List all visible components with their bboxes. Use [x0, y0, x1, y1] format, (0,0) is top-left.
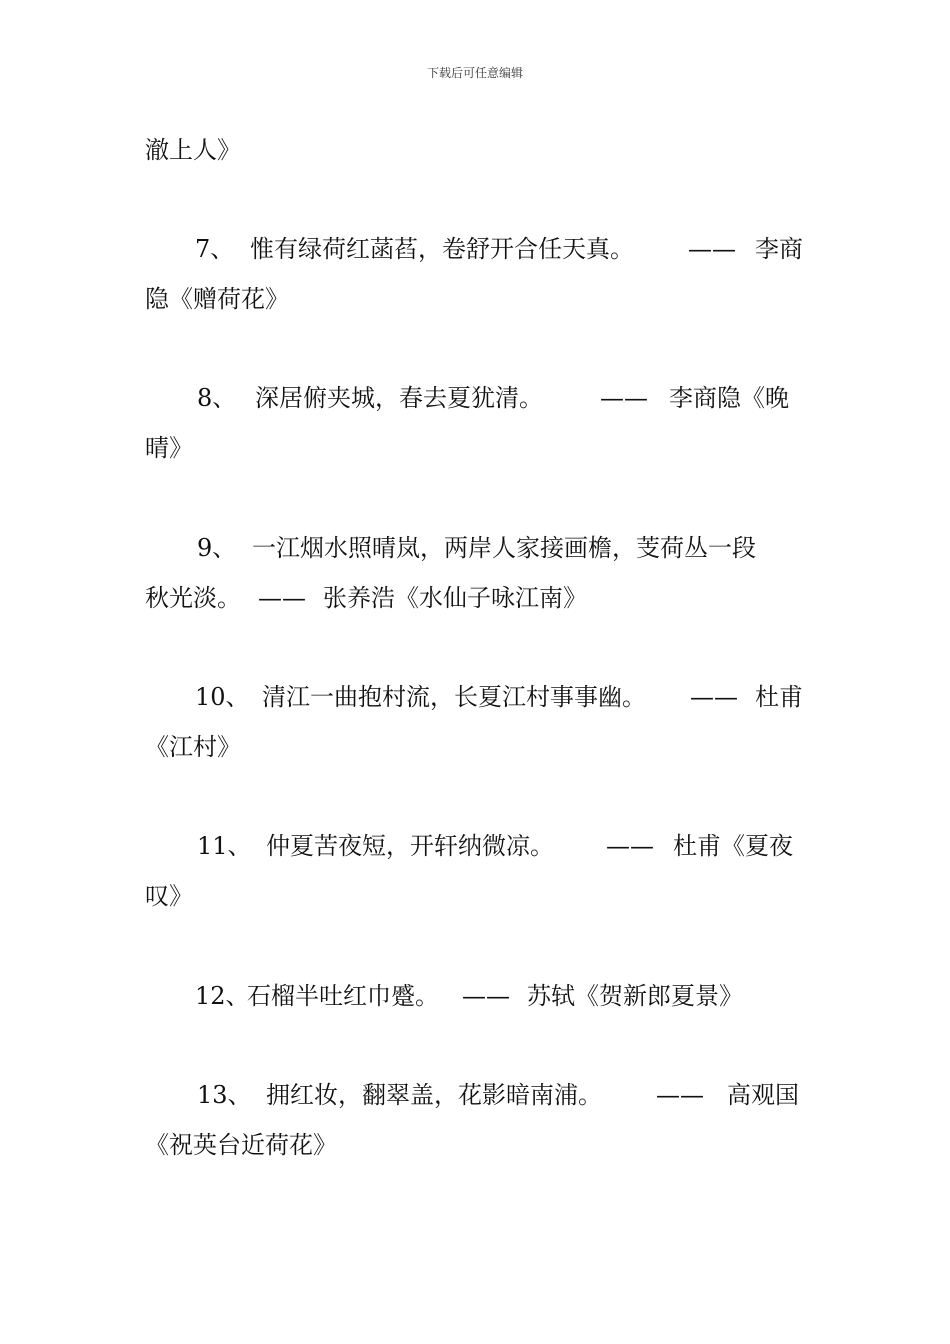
item-number: 13、 — [197, 1081, 252, 1109]
dash: —— — [600, 384, 648, 412]
item-number: 9、 — [197, 534, 237, 562]
dash: —— — [690, 683, 738, 711]
dash: —— — [656, 1081, 704, 1109]
dash: —— — [462, 982, 510, 1010]
poem-item-8 — [0, 378, 950, 418]
poem-author: 苏轼《贺新郎夏景》 — [527, 982, 743, 1010]
poem-verse-cont: 秋光淡。 — [145, 584, 241, 612]
poem-source: 叹》 — [145, 882, 193, 910]
poem-verse: 惟有绿荷红菡萏，卷舒开合任天真。 — [250, 235, 634, 263]
poem-item-10 — [0, 677, 950, 717]
poem-item-7-cont — [0, 279, 950, 319]
item-number: 10、 — [195, 683, 250, 711]
poem-item-10-cont — [0, 727, 950, 767]
poem-item-11-cont — [0, 876, 950, 916]
poem-item-9 — [0, 528, 950, 568]
dash: —— — [606, 832, 654, 860]
poem-item-13-cont — [0, 1125, 950, 1165]
poem-verse: 清江一曲抱村流，长夏江村事事幽。 — [262, 683, 646, 711]
poem-verse: 石榴半吐红巾蹙。 — [247, 982, 439, 1010]
poem-source: 《祝英台近荷花》 — [145, 1131, 337, 1159]
poem-author: 杜甫 — [755, 683, 803, 711]
poem-item-9-cont — [0, 578, 950, 618]
poem-item-11 — [0, 826, 950, 866]
poem-verse: 深居俯夹城，春去夏犹清。 — [255, 384, 543, 412]
poem-item-13 — [0, 1075, 950, 1115]
poem-verse: 仲夏苦夜短，开轩纳微凉。 — [266, 832, 554, 860]
poem-source: 晴》 — [145, 434, 193, 462]
poem-item-7 — [0, 229, 950, 269]
item-number: 8、 — [197, 384, 237, 412]
poem-item-8-cont — [0, 428, 950, 468]
poem-author: 李商 — [755, 235, 803, 263]
poem-author: 张养浩《水仙子咏江南》 — [323, 584, 587, 612]
dash: —— — [688, 235, 736, 263]
poem-item-12 — [0, 976, 950, 1016]
text-line — [0, 130, 950, 170]
item-number: 7、 — [195, 235, 235, 263]
page-header: 下载后可任意编辑 — [426, 66, 523, 80]
poem-source: 《江村》 — [145, 733, 241, 761]
poem-author: 李商隐《晚 — [669, 384, 789, 412]
poem-verse: 一江烟水照晴岚，两岸人家接画檐，芰荷丛一段 — [252, 534, 756, 562]
item-number: 11、 — [197, 832, 252, 860]
line-text: 澈上人》 — [145, 136, 241, 164]
poem-author: 高观国 — [727, 1081, 799, 1109]
item-number: 12、 — [195, 982, 250, 1010]
poem-verse: 拥红妆，翻翠盖，花影暗南浦。 — [266, 1081, 602, 1109]
poem-source: 隐《赠荷花》 — [145, 285, 289, 313]
poem-author: 杜甫《夏夜 — [673, 832, 793, 860]
dash: —— — [258, 584, 306, 612]
